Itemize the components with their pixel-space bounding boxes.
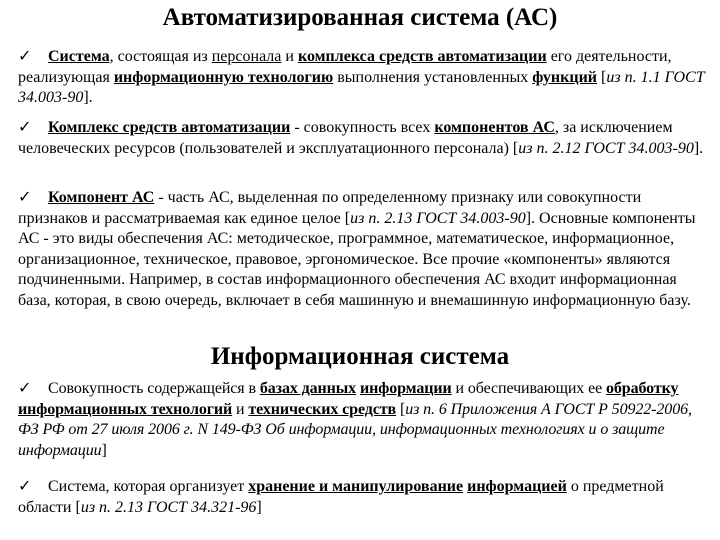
term-technical-means: технических средств [248,400,397,418]
source-reference: из п. 6 Приложения А ГОСТ Р 50922-2006, ФЗ РФ от 27 июля 2006 г. N 149-ФЗ Об информации, информационных технологиях и о защите информации [18,400,692,459]
term-system: Система [48,48,110,65]
text-fragment: Система, которая организует [48,478,249,495]
text-fragment: - часть АС, выделенная по определенному признаку или совокупности признаков и рассматриваемая как единое целое [ [18,189,642,227]
section-title: Информационная система [210,343,510,370]
text-fragment: о предметной области [ [18,478,664,516]
term-information-technologies: информационных технологий [18,400,233,418]
checkmark-icon: ✓ [18,117,32,136]
definition-system [18,46,706,109]
term-functions: функций [532,68,598,86]
text-fragment: и [232,400,249,418]
text-fragment: - совокупность всех [290,119,435,136]
text-fragment: ]. [693,139,704,157]
checkmark-icon: ✓ [18,46,32,65]
text-fragment: ]. [83,89,93,106]
term-processing: обработку [605,380,679,397]
checkmark-icon: ✓ [18,378,32,397]
checkmark-icon: ✓ [18,187,32,206]
text-fragment: Совокупность содержащейся в [48,380,260,397]
text-fragment: ] [101,441,107,459]
text-fragment: [ [396,400,406,418]
source-reference: из п. 1.1 ГОСТ 34.003-90 [18,68,705,106]
definition-automation-means [18,117,706,159]
term-information-technology: информационную технологию [113,68,334,86]
source-reference: из п. 2.12 ГОСТ 34.003-90 [518,139,694,157]
text-fragment: [ [597,68,607,86]
term-information: информации [360,380,452,397]
text-fragment: ] [256,498,262,516]
term-as-components: компонентов АС [434,119,555,136]
definition-information-system [18,378,706,461]
term-databases: базах данных [259,380,357,397]
term-storage-manipulation: хранение и манипулирование [248,478,464,495]
text-fragment: и обеспечивающих ее [451,380,606,397]
source-reference: из п. 2.13 ГОСТ 34.003-90 [350,209,526,227]
text-fragment: и [281,48,298,65]
text-fragment: ]. Основные компоненты АС - это виды обеспечения АС: методическое, программное, математическое, информационное, организационное, техническое, правовое, эргономическое. Все прочие «компоненты» являются подчиненными. Например, в состав информационного обеспечения АС входит информационная база, которая, в свою очередь, включает в себя машинную и внемашинную информационную базу. [18,209,696,309]
term-automation-means: комплекса средств автоматизации [297,48,547,65]
term-as-component: Компонент АС [48,189,155,206]
text-fragment: его деятельности, реализующая [18,48,672,86]
term-automation-means: Комплекс средств автоматизации [48,119,291,136]
slide-title: Автоматизированная система (АС) [162,4,558,31]
checkmark-icon: ✓ [18,476,32,495]
source-reference: из п. 2.13 ГОСТ 34.321-96 [80,498,257,516]
definition-as-component [18,187,706,311]
text-fragment: выполнения установленных [333,68,533,86]
term-information: информацией [467,478,567,495]
term-personnel: персонала [211,48,282,65]
text-fragment: , состоящая из [109,48,212,65]
text-fragment: , за исключением человеческих ресурсов (пользователей и эксплуатационного персонала) [ [18,119,673,157]
definition-information-system-2 [18,476,706,518]
